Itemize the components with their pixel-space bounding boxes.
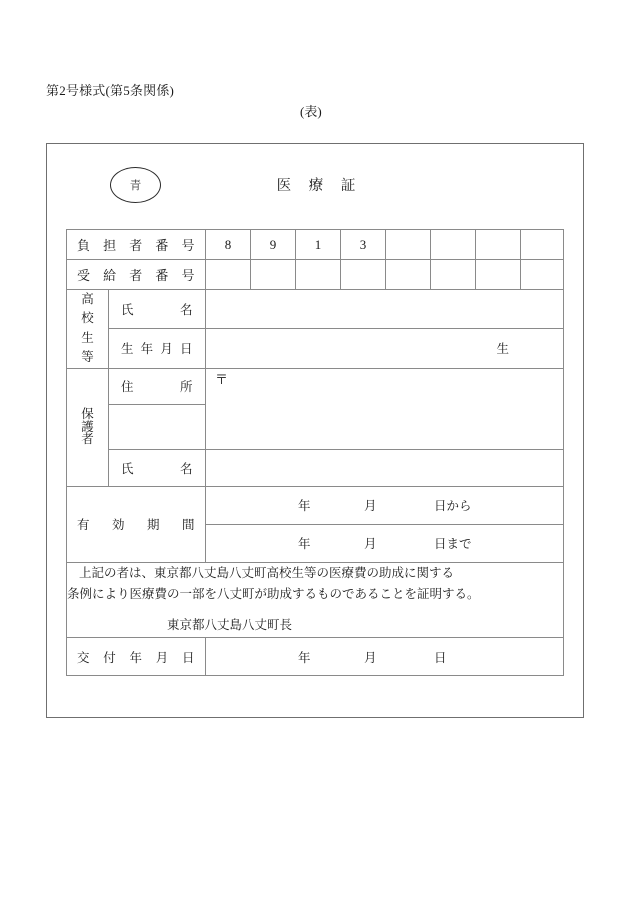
payer-number-digit[interactable]: 9 [251, 230, 296, 260]
table-row-guardian-address [67, 368, 564, 404]
recipient-number-digit[interactable] [341, 260, 386, 290]
color-seal-label: 青 [129, 180, 142, 192]
guardian-section-label: 保 護 者 [67, 368, 109, 486]
page-title: 医 療 証 [276, 178, 363, 194]
table-row-recipient-number [67, 260, 564, 290]
student-name-label: 氏 名 [109, 290, 206, 329]
guardian-address-label: 住 所 [109, 368, 206, 404]
issue-date-month: 月 [364, 650, 377, 665]
issue-date-year: 年 [298, 650, 311, 665]
guardian-name-value[interactable] [206, 449, 564, 486]
payer-number-digit[interactable] [386, 230, 431, 260]
recipient-number-digit[interactable] [521, 260, 564, 290]
guardian-address-spacer [109, 404, 206, 449]
validity-from-value[interactable] [206, 486, 564, 524]
student-birthdate-value[interactable] [206, 329, 564, 368]
form-number: 第2号様式(第5条関係) [46, 83, 175, 98]
birthdate-suffix: 生 [496, 342, 510, 357]
table-row-issue-date [67, 638, 564, 676]
recipient-number-digit[interactable] [386, 260, 431, 290]
statement-line-1: 上記の者は、東京都八丈島八丈町高校生等の医療費の助成に関する [79, 565, 455, 580]
certification-statement [67, 562, 564, 638]
student-name-value[interactable] [206, 290, 564, 329]
validity-to-year: 年 [298, 537, 311, 551]
payer-number-digit[interactable]: 1 [296, 230, 341, 260]
table-row-guardian-name [67, 449, 564, 486]
postal-mark-icon: 〒 [215, 371, 229, 387]
issue-date-value[interactable] [206, 638, 564, 676]
recipient-number-digit[interactable] [431, 260, 476, 290]
table-row-statement [67, 562, 564, 638]
table-row-payer-number [67, 230, 564, 260]
side-marker: (表) [300, 104, 322, 119]
validity-from-day: 日から [434, 499, 472, 513]
payer-number-digit[interactable]: 8 [206, 230, 251, 260]
issuer-signature: 東京都八丈島八丈町長 [167, 618, 293, 633]
recipient-number-label: 受給者番号 [67, 260, 206, 290]
guardian-address-value[interactable] [206, 368, 564, 449]
student-section-label: 高 校 生 等 [67, 290, 109, 369]
payer-number-digit[interactable]: 3 [341, 230, 386, 260]
payer-number-label: 負担者番号 [67, 230, 206, 260]
recipient-number-digit[interactable] [476, 260, 521, 290]
validity-period-label: 有効期間 [67, 486, 206, 562]
issue-date-day: 日 [434, 650, 447, 665]
table-row-student-name [67, 290, 564, 329]
table-row-student-birthdate [67, 329, 564, 368]
guardian-name-label: 氏 名 [109, 449, 206, 486]
validity-to-day: 日まで [434, 537, 472, 551]
table-row-validity-from [67, 486, 564, 524]
validity-to-month: 月 [364, 537, 377, 551]
recipient-number-digit[interactable] [251, 260, 296, 290]
recipient-number-digit[interactable] [296, 260, 341, 290]
payer-number-digit[interactable] [431, 230, 476, 260]
payer-number-digit[interactable] [521, 230, 564, 260]
recipient-number-digit[interactable] [206, 260, 251, 290]
certificate-table [66, 229, 564, 676]
statement-line-2: 条例により医療費の一部を八丈町が助成するものであることを証明する。 [67, 587, 480, 602]
student-birthdate-label: 生年月日 [109, 329, 206, 368]
issue-date-label: 交付年月日 [67, 638, 206, 676]
validity-from-month: 月 [364, 499, 377, 513]
color-seal [110, 167, 161, 203]
payer-number-digit[interactable] [476, 230, 521, 260]
validity-from-year: 年 [298, 499, 311, 513]
validity-to-value[interactable] [206, 524, 564, 562]
